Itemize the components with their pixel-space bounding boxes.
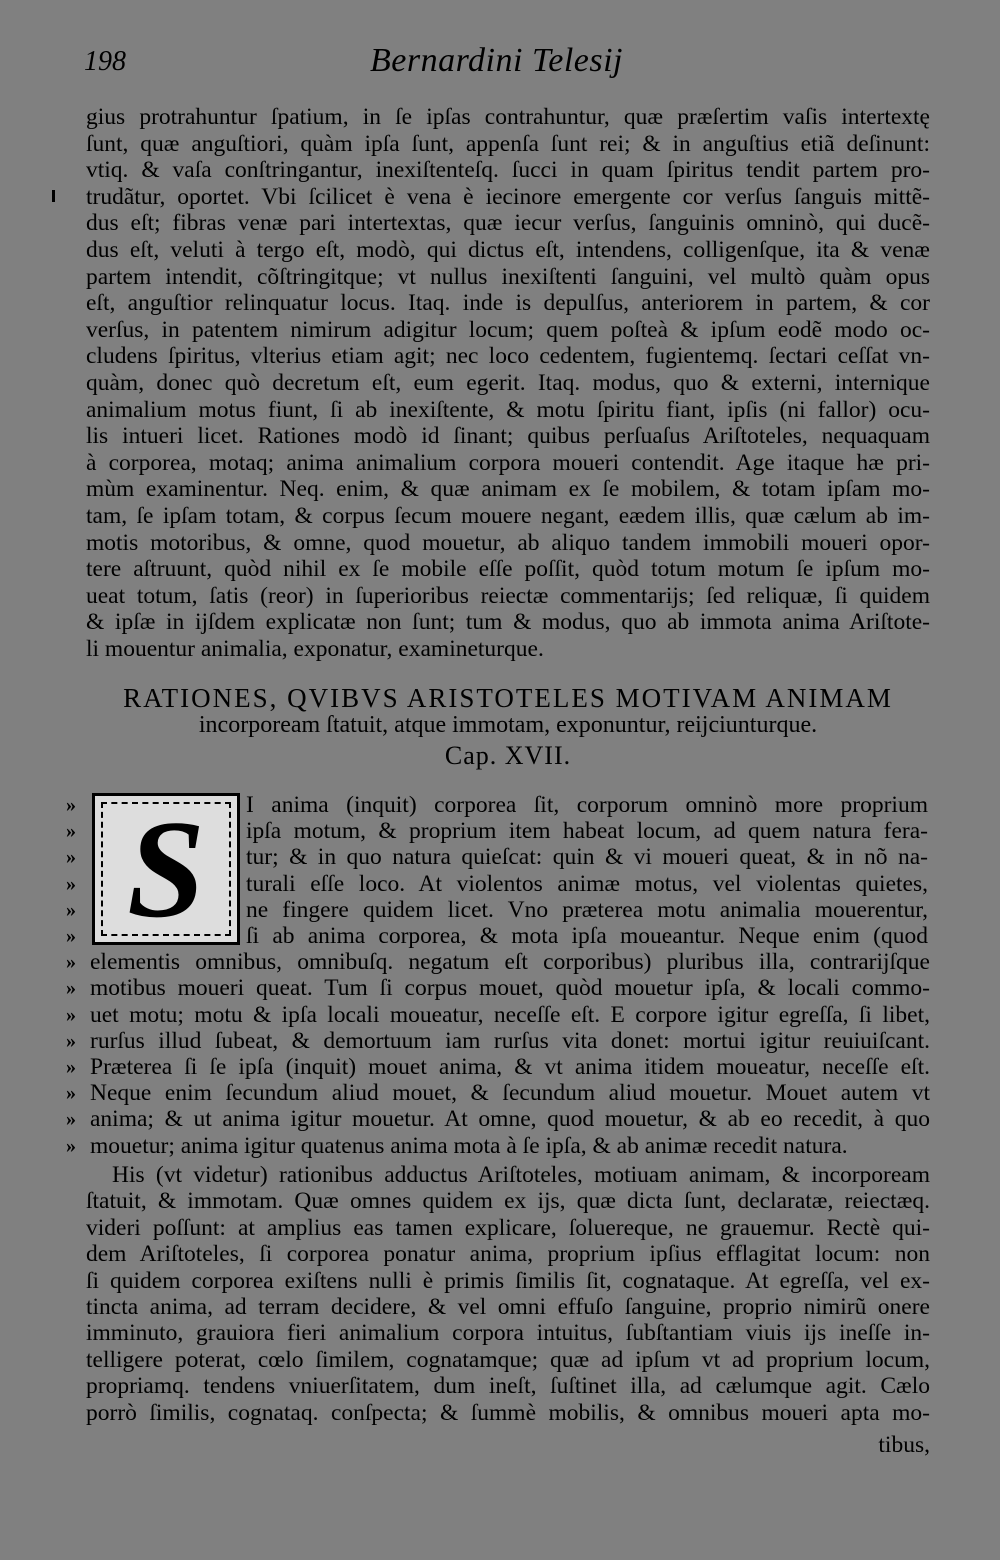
text-line: li mouentur animalia, exponatur, examineturque.	[86, 636, 544, 662]
text-line: dem Ariſtoteles, ſi corporea ponatur anima, proprium ipſius efflagitat locum: non	[86, 1241, 930, 1268]
text-line: anima; & ut anima igitur mouetur. At omne, quod mouetur, & ab eo recedit, à quo	[90, 1106, 930, 1133]
text-line: rurſus illud ſubeat, & demortuum iam rurſus vita donet: mortui igitur reuiuiſcant.	[90, 1027, 930, 1054]
text-line: ſtatuit, & immotam. Quæ omnes quidem ex ijs, quæ dicta ſunt, declaratæ, reiectæq.	[86, 1188, 930, 1215]
text-line: partem intendit, cõſtringitque; vt nullus inexiſtenti ſanguini, vel multò quàm opus	[86, 263, 930, 290]
text-line: lis intueri licet. Rationes modò id ſinant; quibus perſuaſus Ariſtoteles, nequaquam	[86, 423, 930, 450]
text-line: quàm, donec quò decretum eſt, eum egerit. Itaq. modus, quo & externi, internique	[86, 370, 930, 396]
text-line: tere aſtruunt, quòd nihil ex ſe mobile eſſe poſſit, quòd totum motum ſe ipſum mo-	[86, 556, 930, 583]
quote-marker: »	[66, 951, 76, 974]
text-line: tur; & in quo natura quieſcat: quin & vi moueri queat, & in nõ na-	[246, 844, 928, 871]
text-line: telligere poterat, cœlo ſimilem, cognatamque; quæ ad ipſum vt ad proprium locum,	[86, 1346, 930, 1373]
chapter-title: RATIONES, QVIBVS ARISTOTELES MOTIVAM ANIMAM	[123, 683, 893, 713]
text-line: cludens ſpiritus, vlterius etiam agit; nec loco cedentem, fugientemq. ſectari ceſſat vn-	[86, 343, 930, 370]
quote-marker: »	[66, 925, 76, 947]
quote-marker: »	[66, 1134, 76, 1157]
text-line: animalium motus fiunt, ſi ab inexiſtente, & motu ſpiritu fiant, ipſis (ni fallor) ocu-	[86, 396, 930, 423]
ornamental-initial-icon	[92, 793, 240, 945]
text-line: videri poſſunt: at amplius eas tamen explicare, ſoluereque, ne grauemur. Rectè qui-	[86, 1214, 930, 1241]
running-head	[0, 40, 1000, 90]
text-line: trudãtur, oportet. Vbi ſcilicet è vena è iecinore emergente cor verſus ſanguis mittẽ-	[86, 183, 930, 210]
quote-marker: »	[66, 846, 76, 869]
quote-marker: »	[66, 1108, 76, 1131]
text-line: ipſa motum, & proprium item habeat locum, ad quem natura fera-	[246, 818, 928, 845]
quote-marker: »	[66, 1003, 76, 1026]
quote-marker: »	[66, 872, 76, 895]
quote-marker: »	[66, 794, 76, 816]
text-line: mùm examinentur. Neq. enim, & quæ animam ex ſe mobilem, & totam ipſam mo-	[86, 476, 930, 503]
text-line: tam, ſe ipſam totam, & corpus ſecum mouere negant, eædem illis, quæ cælum ab im-	[86, 503, 930, 529]
text-line: elementis omnibus, omnibuſq. negatum eſt corporibus) pluribus illa, contrarijſque	[90, 949, 930, 976]
text-line: motibus moueri queat. Tum ſi corpus mouet, quòd mouetur ipſa, & locali commo-	[90, 975, 930, 1002]
text-line: ſi ab anima corporea, & mota ipſa moueantur. Neque enim (quod	[246, 923, 928, 949]
quote-marker: »	[66, 898, 76, 921]
page-number: 198	[84, 46, 126, 77]
initial-letter: S	[127, 792, 205, 947]
text-line: I anima (inquit) corporea ſit, corporum omninò more proprium	[246, 792, 928, 818]
text-line: Præterea ſi ſe ipſa (inquit) mouet anima, & vt anima itidem moueatur, neceſſe eſt.	[90, 1054, 930, 1080]
text-line: verſus, in patentem nimirum adigitur locum; quem poſteà & ipſum eodẽ modo oc-	[86, 316, 930, 343]
text-line: dus eſt, veluti à tergo eſt, modò, qui dictus eſt, intendens, colligenſque, ita & venæ	[86, 237, 930, 263]
chapter-number: Cap. XVII.	[444, 741, 572, 770]
running-title: Bernardini Telesij	[370, 42, 623, 79]
text-line: à corporea, motaq; anima animalium corpora moueri contendit. Age itaque hæ pri-	[86, 449, 930, 476]
text-line: vtiq. & vaſa conſtringantur, inexiſtenteſq. ſucci in quam ſpiritus tendit partem pro-	[86, 157, 930, 184]
quote-marker: »	[66, 1082, 76, 1105]
catchword: tibus,	[878, 1432, 930, 1458]
text-line: eſt, anguſtior relinquatur locus. Itaq. inde is depulſus, anteriorem in partem, & cor	[86, 290, 930, 317]
text-line: porrò ſimilis, cognataq. conſpecta; & ſummè mobilis, & omnibus moueri apta mo-	[86, 1399, 930, 1426]
margin-mark	[52, 190, 55, 202]
text-line: ſunt, quæ anguſtiori, quàm ipſa ſunt, appenſa ſunt rei; & in anguſtius etiã deſinunt:	[86, 130, 930, 157]
text-line: ne fingere quidem licet. Vno præterea motu animalia mouerentur,	[246, 896, 928, 923]
chapter-subtitle: incorpoream ſtatuit, atque immotam, exponuntur, reijciunturque.	[198, 712, 818, 738]
quote-marker: »	[66, 977, 76, 1000]
text-line: imminuto, grauiora fieri animalium corpora intuitus, ſubſtantiam viuis ijs ineſſe in-	[86, 1320, 930, 1347]
quote-marker: »	[66, 1029, 76, 1052]
text-line: tincta anima, ad terram decidere, & vel omni effuſo ſanguine, proprio nimirũ onere	[86, 1294, 930, 1320]
text-line: Neque enim ſecundum aliud mouet, & ſecundum aliud mouetur. Mouet autem vt	[90, 1080, 930, 1107]
text-line: turali eſſe loco. At violentos animæ motus, vel violentas quietes,	[246, 870, 928, 897]
text-line: motis motoribus, & omne, quod mouetur, ab aliquo tandem immobili moueri opor-	[86, 529, 930, 556]
text-line: mouetur; anima igitur quatenus anima mota à ſe ipſa, & ab animæ recedit natura.	[90, 1132, 848, 1159]
text-line: ſi quidem corporea exiſtens nulli è primis ſimilis ſit, cognataque. At egreſſa, vel ex-	[86, 1267, 930, 1294]
text-line: & ipſæ in ijſdem explicatæ non ſunt; tum & modus, quo ab immota anima Ariſtote-	[86, 609, 930, 636]
text-line: ueat totum, ſatis (reor) in ſuperioribus reiectæ commentarijs; ſed reliquæ, ſi quidem	[86, 582, 930, 609]
text-line: propriamq. tendens vniuerſitatem, dum ineſt, ſuſtinet illa, ad cælumque agit. Cælo	[86, 1373, 930, 1400]
text-line: dus eſt; fibras venæ pari intertextas, quæ iecur verſus, ſanguinis omninò, qui ducẽ-	[86, 210, 930, 237]
quote-marker: »	[66, 820, 76, 843]
quote-marker: »	[66, 1056, 76, 1078]
text-line: uet motu; motu & ipſa locali moueatur, neceſſe eſt. E corpore igitur egreſſa, ſi libet,	[90, 1001, 930, 1028]
text-line: gius protrahuntur ſpatium, in ſe ipſas contrahuntur, quæ præſertim vaſis intertextę	[86, 104, 930, 130]
text-line: His (vt videtur) rationibus adductus Ariſtoteles, motiuam animam, & incorpoream	[112, 1162, 930, 1188]
